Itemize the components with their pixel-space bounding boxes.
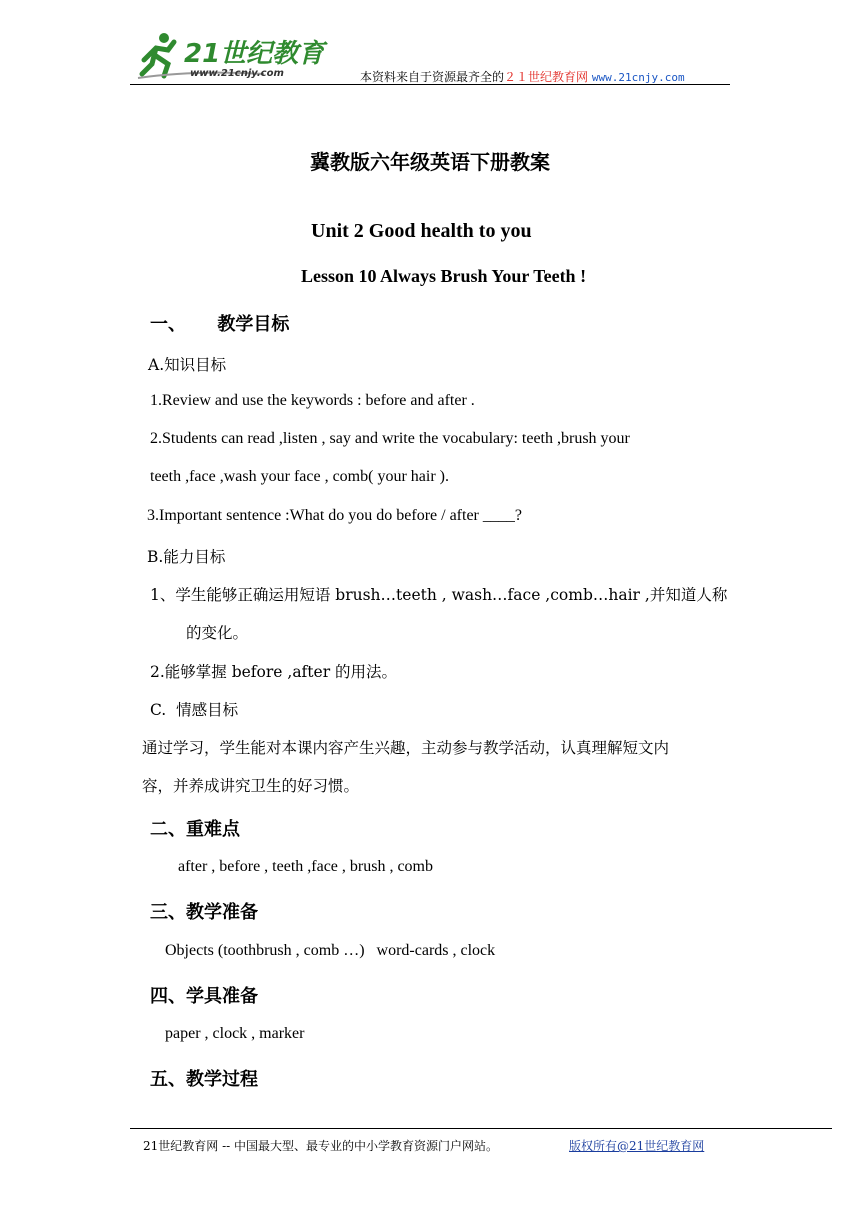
document-title: 冀教版六年级英语下册教案 (310, 150, 550, 174)
subheading-ability: B.能力目标 (147, 548, 226, 566)
section-heading-objectives: 一、 教学目标 (150, 314, 290, 335)
section-heading-student-materials: 四、学具准备 (150, 986, 258, 1007)
header-note (360, 68, 685, 85)
header-note-site: ２１世纪教育网 (504, 70, 589, 84)
unit-title: Unit 2 Good health to you (311, 220, 532, 242)
knowledge-item-2-line1: 2.Students can read ,listen , say and write the vocabulary: teeth ,brush your (150, 430, 630, 447)
knowledge-item-1: 1.Review and use the keywords : before and after . (150, 392, 475, 409)
emotion-text-line2: 容，并养成讲究卫生的好习惯。 (142, 777, 360, 795)
ability-item-1-line2: 的变化。 (186, 624, 249, 642)
key-points-text: after , before , teeth ,face , brush , comb (178, 858, 433, 875)
knowledge-item-2-line2: teeth ,face ,wash your face , comb( your hair ). (150, 468, 449, 485)
footer-divider (130, 1128, 832, 1129)
section-heading-preparation: 三、教学准备 (150, 902, 258, 923)
knowledge-item-3: 3.Important sentence :What do you do before / after ____? (147, 507, 522, 524)
student-materials-text: paper , clock , marker (165, 1025, 305, 1042)
subheading-emotion: C. 情感目标 (150, 701, 239, 719)
logo-url: www.21cnjy.com (190, 68, 284, 79)
lesson-title: Lesson 10 Always Brush Your Teeth ! (301, 266, 587, 286)
runner-logo-icon (134, 30, 334, 82)
site-logo (134, 30, 334, 82)
header-note-prefix: 本资料来自于资源最齐全的 (360, 70, 505, 84)
header-divider (130, 84, 730, 85)
header-note-url[interactable]: www.21cnjy.com (591, 71, 685, 84)
subheading-knowledge: A.知识目标 (148, 356, 227, 374)
emotion-text-line1: 通过学习，学生能对本课内容产生兴趣，主动参与教学活动，认真理解短文内 (142, 739, 670, 757)
footer-text: 21世纪教育网 -- 中国最大型、最专业的中小学教育资源门户网站。 (143, 1139, 499, 1153)
section-heading-key-points: 二、重难点 (150, 819, 240, 840)
logo-text: 21世纪教育 (184, 39, 325, 69)
footer-copyright-link[interactable]: 版权所有@21世纪教育网 (569, 1139, 705, 1153)
ability-item-2: 2.能够掌握 before ,after 的用法。 (150, 663, 398, 681)
section-heading-process: 五、教学过程 (150, 1069, 258, 1090)
ability-item-1-line1: 1、学生能够正确运用短语 brush…teeth , wash…face ,comb…hair ,并知道人称 (150, 586, 728, 604)
preparation-text: Objects (toothbrush , comb …) word-cards , clock (165, 942, 496, 959)
